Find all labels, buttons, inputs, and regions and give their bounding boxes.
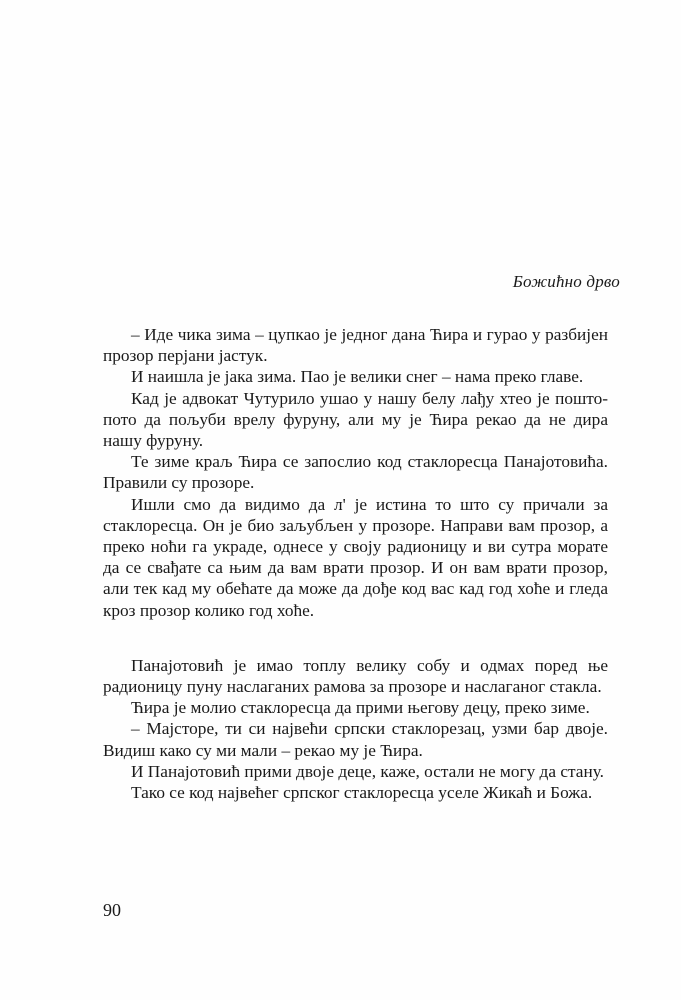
paragraph: Тако се код највећег српског стаклоресца уселе Жикаћ и Божа.: [131, 783, 593, 803]
paragraph: И наишла је јака зима. Пао је велики снег – нама преко главе.: [131, 367, 584, 387]
paragraph: – Мајсторе, ти си највећи српски стаклорезац, узми бар двоје. Видиш како су ми мали – рекао му је Ћира.: [103, 719, 608, 760]
paragraph: Ћира је молио стаклоресца да прими његову децу, преко зиме.: [131, 698, 590, 718]
paragraph: Те зиме краљ Ћира се запослио код стаклоресца Панајотовића. Правили су прозоре.: [103, 452, 608, 493]
running-head: Божићно дрво: [512, 272, 620, 291]
paragraph: Панајотовић је имао топлу велику собу и одмах поред ње радионицу пуну наслаганих рамова за прозоре и наслаганог стакла.: [103, 655, 608, 697]
paragraph: Ишли смо да видимо да л' је истина то што су причали за стаклоресца. Он је био заљубљен у прозоре. Направи вам прозор, а преко ноћи га украде, однесе у своју радионицу и ви сутра морате да се свађате са њим да вам врати прозор. И он вам врати прозор, али тек кад му обећате да може да дође код вас кад год хоће и гледа кроз прозор колико год хоће.: [103, 494, 608, 620]
page-number: 90: [103, 900, 121, 920]
section-break: [103, 621, 608, 655]
paragraph: И Панајотовић прими двоје деце, каже, остали не могу да стану.: [131, 761, 604, 781]
body-text: [103, 324, 608, 803]
paragraph: – Иде чика зима – цупкао је једног дана Ћира и гурао у разбијен прозор перјани јастук.: [103, 325, 608, 366]
paragraph: Кад је адвокат Чутурило ушао у нашу белу лађу хтео је пошто-пото да пољуби врелу фуруну, али му је Ћира рекао да не дира нашу фуруну.: [103, 388, 608, 451]
